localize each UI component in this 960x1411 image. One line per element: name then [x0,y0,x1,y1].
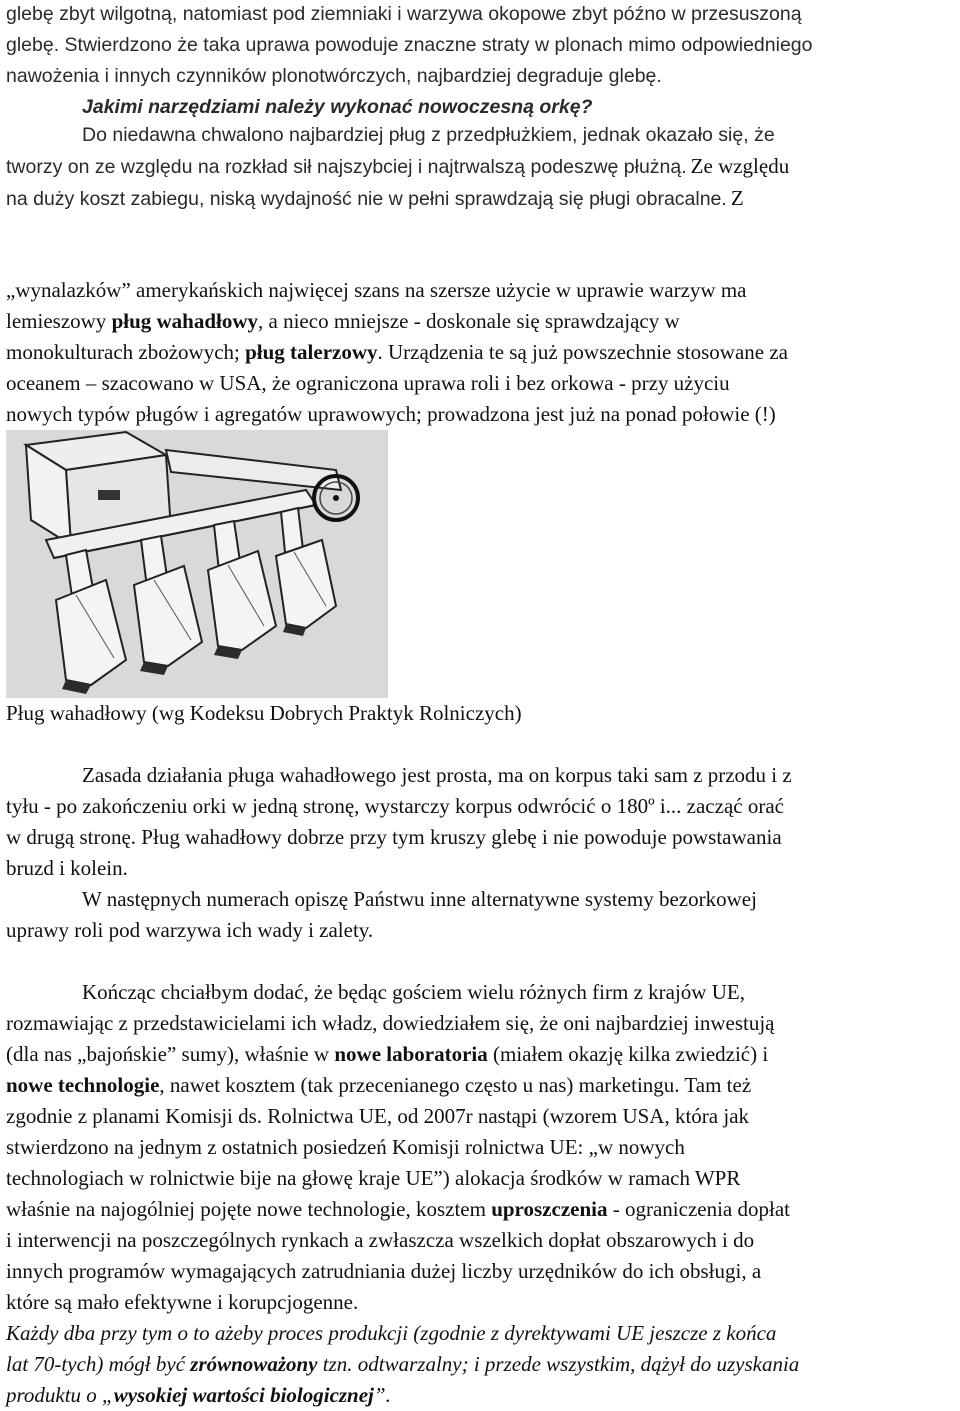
text-line: bruzd i kolein. [6,856,128,880]
text-line: które są mało efektywne i korupcjogenne. [6,1290,359,1314]
section-question-heading: Jakimi narzędziami należy wykonać nowoczesną orkę? [82,96,593,118]
caption-text: Pług wahadłowy (wg Kodeksu Dobrych Praktyk Rolniczych) [6,701,522,725]
text-line [6,1039,956,1070]
bold-term-pendulum-plough: pług wahadłowy [111,309,259,333]
text-line: oceanem – szacowano w USA, że ograniczona uprawa roli i bez orkowa - przy użyciu [6,371,730,395]
text-line: Do niedawna chwalono najbardziej pług z przedpłużkiem, jednak okazało się, że [82,124,775,146]
text-line: w drugą stronę. Pług wahadłowy dobrze przy tym kruszy glebę i nie powoduje powstawania [6,825,782,849]
conclusion-paragraph [6,977,956,1411]
text-line: zgodnie z planami Komisji ds. Rolnictwa UE, od 2007r nastąpi (wzorem USA, która jak [6,1104,750,1128]
text-line: tyłu - po zakończeniu orki w jedną stronę, wystarczy korpus odwrócić o 180º i... zacząć orać [6,794,784,818]
text-segment: (dla nas „bajońskie” sumy), właśnie w [6,1042,335,1066]
text-line [6,183,956,215]
text-segment: , nawet kosztem (tak przecenianego często u nas) marketingu. Tam też [159,1073,752,1097]
text-line: stwierdzono na jednym z ostatnich posiedzeń Komisji rolnictwa UE: „w nowych [6,1135,685,1159]
bold-term-simplification: uproszczenia [491,1197,608,1221]
text-segment: na duży koszt zabiegu, niską wydajność nie w pełni sprawdzają się pługi obracalne. [6,188,727,210]
text-segment: Z [730,186,744,210]
text-line [6,1380,956,1411]
bold-term-new-technologies: nowe technologie [6,1073,160,1097]
text-line: glebę zbyt wilgotną, natomiast pod ziemniaki i warzywa okopowe zbyt późno w przesuszoną [6,3,802,25]
text-line: uprawy roli pod warzywa ich wady i zalety. [6,918,374,942]
text-line: nowych typów pługów i agregatów uprawowych; prowadzona jest już na ponad połowie (!) [6,402,776,426]
text-line: W następnych numerach opiszę Państwu inne alternatywne systemy bezorkowej [82,887,757,911]
text-segment: lat 70-tych) mógł być [6,1352,191,1376]
text-line: i interwencji na poszczególnych rynkach a zwłaszcza wszelkich dopłat obszarowych i do [6,1228,755,1252]
text-segment: tzn. odtwarzalny; i przede wszystkim, dążył do uzyskania [317,1352,800,1376]
bold-term-high-biological-value: wysokiej wartości biologicznej [113,1383,374,1407]
text-line [6,1349,956,1380]
bold-term-new-laboratories: nowe laboratoria [334,1042,488,1066]
text-segment: Ze względu [690,154,790,178]
text-line: glebę. Stwierdzono że taka uprawa powoduje znaczne straty w plonach mimo odpowiedniego [6,34,813,56]
text-segment: . Urządzenia te są już powszechnie stosowane za [377,340,788,364]
text-line: nawożenia i innych czynników plonotwórczych, najbardziej degraduje glebę. [6,65,662,87]
text-line: innych programów wymagających zatrudniania dużej liczby urzędników do ich obsługi, a [6,1259,762,1283]
text-segment: - ograniczenia dopłat [607,1197,790,1221]
text-line: Kończąc chciałbym dodać, że będąc gościem wielu różnych firm z krajów UE, [82,980,745,1004]
text-line [6,151,956,183]
text-line [6,306,956,337]
text-line: „wynalazków” amerykańskich najwięcej szans na szersze użycie w uprawie warzyw ma [6,278,747,302]
text-line [6,1194,956,1225]
plough-drawing [6,430,388,698]
text-segment: ”. [373,1383,391,1407]
text-line [6,1070,956,1101]
text-segment: (miałem okazję kilka zwiedzić) i [487,1042,769,1066]
text-segment: , a nieco mniejsze - doskonale się sprawdzający w [258,309,680,333]
text-line: technologiach w rolnictwie bije na głowę kraje UE”) alokacja środków w ramach WPR [6,1166,741,1190]
plough-paragraph-sans [6,120,956,215]
text-line: rozmawiając z przedstawicielami ich władz, dowiedziałem się, że oni najbardziej inwestują [6,1011,775,1035]
text-segment: lemieszowy [6,309,112,333]
text-segment: produktu o „ [6,1383,114,1407]
figure-caption [6,698,522,729]
bold-term-sustainable: zrównoważony [190,1352,318,1376]
text-line: Zasada działania pługa wahadłowego jest prosta, ma on korpus taki sam z przodu i z [82,763,792,787]
text-line: Każdy dba przy tym o to ażeby proces produkcji (zgodnie z dyrektywami UE jeszcze z końca [6,1321,777,1345]
text-segment: monokulturach zbożowych; [6,340,246,364]
text-segment: właśnie na najogólniej pojęte nowe technologie, kosztem [6,1197,492,1221]
text-segment: tworzy on ze względu na rozkład sił najszybciej i najtrwalszą podeszwę płużną. [6,156,687,178]
text-line [6,337,956,368]
pendulum-plough-illustration [6,430,388,698]
bold-term-disc-plough: pług talerzowy [245,340,378,364]
intro-paragraph [6,0,956,123]
principle-paragraph [6,760,956,946]
